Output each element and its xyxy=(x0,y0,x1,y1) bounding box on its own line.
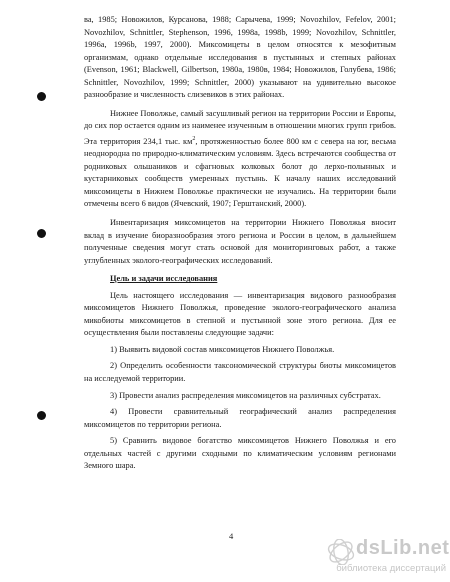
watermark-rings-icon xyxy=(326,539,356,565)
task-item: 5) Сравнить видовое богатство миксомицетов Нижнего Поволжья и его отдельных частей с другими сходными по климатическим условиям регионами Земного шара. xyxy=(84,436,396,471)
binder-hole-mark xyxy=(37,92,46,101)
document-body xyxy=(84,14,396,473)
paragraph-2 xyxy=(84,108,396,211)
paragraph-3: Инвентаризация миксомицетов на территории Нижнего Поволжья вносит вклад в изучение биоразнообразия этого региона и России в целом, в дальнейшем полученные сведения могут стать основой для мониторинговых работ, а также углубленных эколого-географических исследований. xyxy=(84,218,396,265)
paragraph-2-text-cont: , протяженностью более 800 км с севера на юг, весьма неоднородна по природно-климатическим условиям. Здесь встречаются сообщества от родниковых ольшаников и сфагновых колковых болот до лерхо-полынных и кустарниковых сообществ умеренных пустынь. К началу наших исследований миксомицеты в Нижнем Поволжье практически не изучались. На территории были отмечены всего 6 видов (Ячевский, 1907; Герштанский, 2000). xyxy=(84,136,397,209)
task-item: 3) Провести анализ распределения миксомицетов на различных субстратах. xyxy=(110,390,381,400)
watermark-logo: dsLib.net xyxy=(356,537,450,559)
superscript: 2 xyxy=(192,135,196,142)
page-number: 4 xyxy=(229,531,234,541)
paragraph-4: Цель настоящего исследования — инвентаризация видового разнообразия миксомицетов Нижнего Поволжья, проведение эколого-географического анализа микобиоты миксомицетов в степной и пустынной зоне этого региона. Для ее осуществления были поставлены следующие задачи: xyxy=(84,290,396,338)
section-heading: Цель и задачи исследования xyxy=(110,274,218,284)
binder-hole-mark xyxy=(37,229,46,238)
task-item: 2) Определить особенности таксономической структуры биоты миксомицетов на исследуемой территории. xyxy=(84,361,396,384)
binder-hole-mark xyxy=(37,411,46,420)
task-item: 4) Провести сравнительный географический анализ распределения миксомицетов по территории региона. xyxy=(84,407,396,429)
watermark xyxy=(318,537,450,577)
task-item: 1) Выявить видовой состав миксомицетов Нижнего Поволжья. xyxy=(110,344,335,354)
paragraph-2-text: Нижнее Поволжье, самый засушливый регион на территории России и Европы, до сих пор остается одним из наименее изученным в отношении многих групп грибов. Эта территория 234,1 тыс. км xyxy=(84,108,396,146)
watermark-subtitle: библиотека диссертаций xyxy=(336,563,446,574)
paragraph-1: ва, 1985; Новожилов, Курсанова, 1988; Сарычева, 1999; Novozhilov, Fefelov, 2001; Novozhilov, Schnittler, Stephenson, 1996, 1998a, 1998b, 1999; Novozhilov, Schnittler, 1996a, 1996b, 1997, 2000). Миксомицеты в целом относятся к мезофитным организмам, однако отдельные исследования в пустынных и степных районах (Evenson, 1961; Blackwell, Gilbertson, 1980a, 1980в, 1984; Новожилов, Голубева, 1986; Schnittler, Novozhilov, 1999; Schnittler, 2000) указывают на удивительно высокое разнообразие и численность слизевиков в этих районах. xyxy=(84,15,396,100)
